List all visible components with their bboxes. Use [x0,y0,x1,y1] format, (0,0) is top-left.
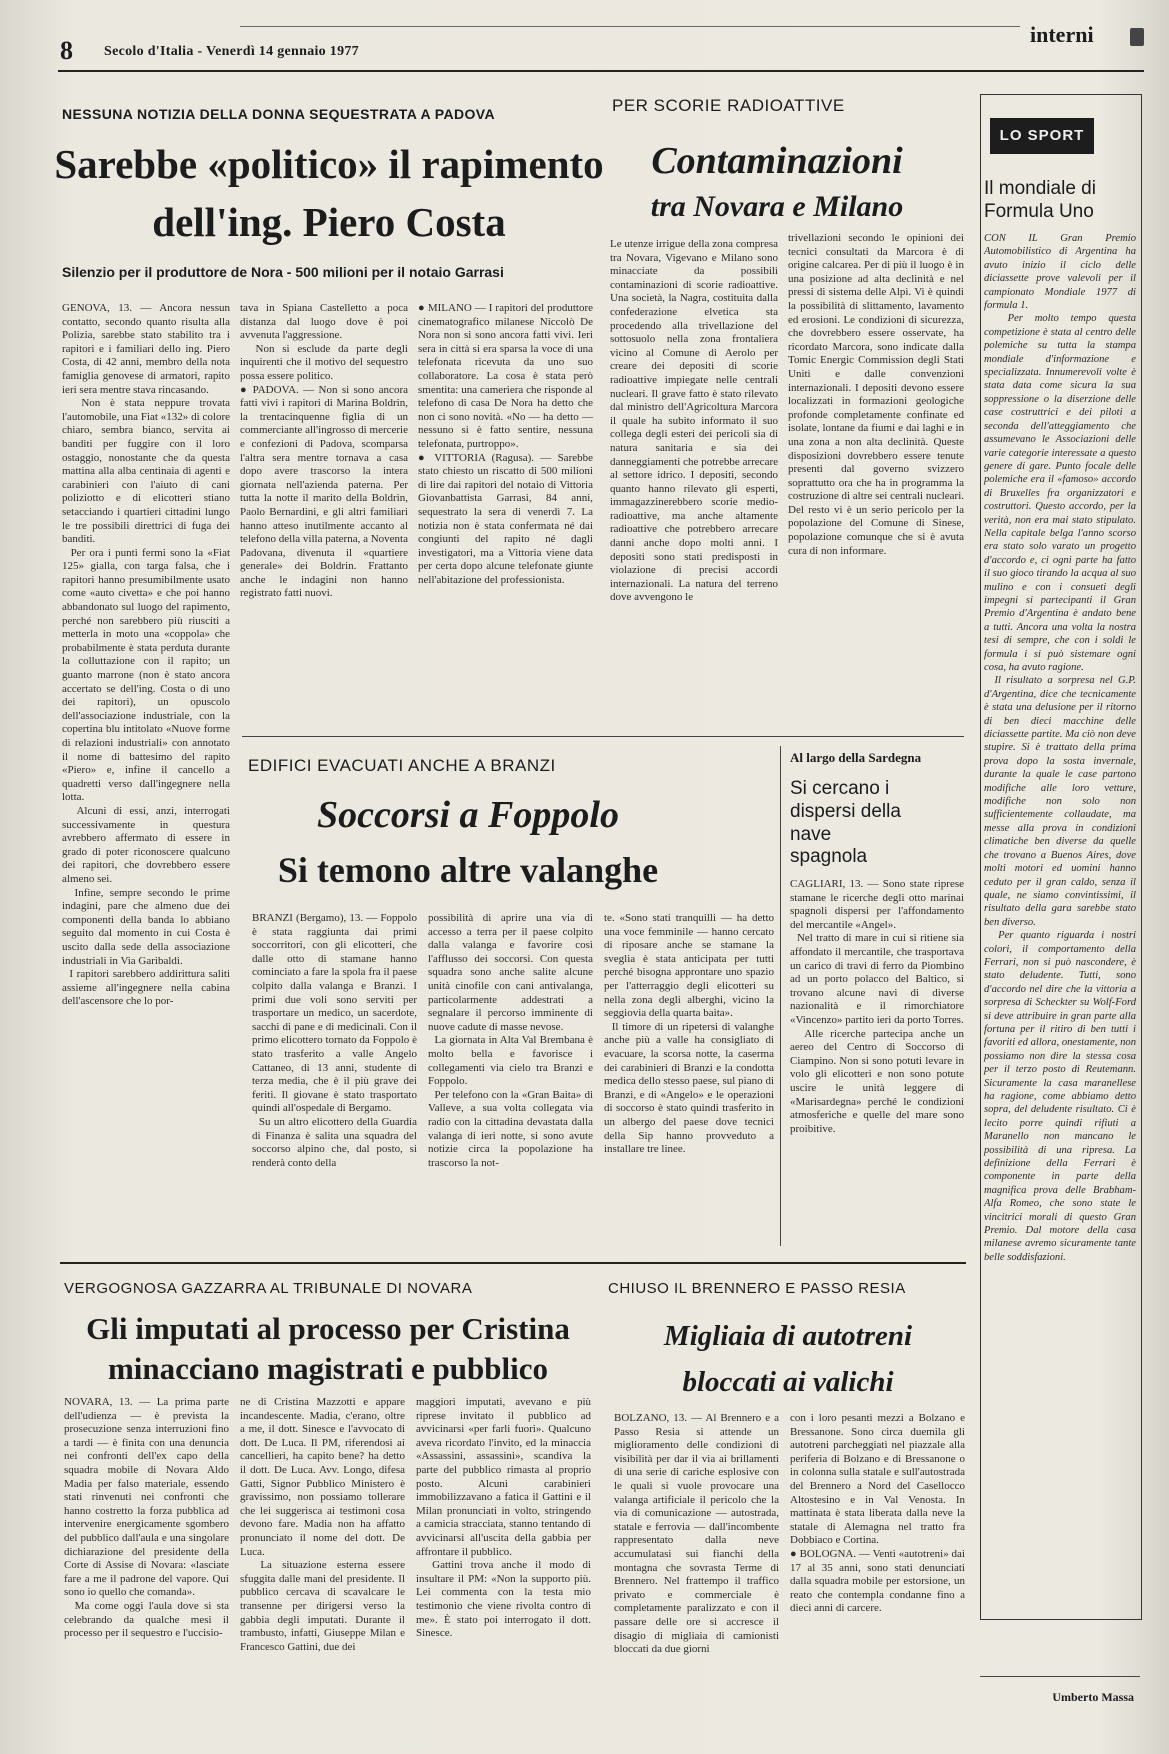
brennero-col-1: BOLZANO, 13. — Al Brennero e a Passo Resia si attende un miglioramento delle condizioni di visibilità per dar il via ai brillamenti di una serie di cariche esplosive con le quali si vuole provocare una valanga artificiale il pericolo che la via di comunicazione — autostrada, statale e ferrovia — dall'incombente rappresentato dalla neve accumulatasi sui fianchi della montagna che sovrasta Terme di Brennero. Nel frattempo il traffico privato e commerciale è completamente paralizzato e con il passare delle ore si accresce il disagio di migliaia di camionisti bloccati da due giorni [614,1412,782,1656]
cristina-headline-1: Gli imputati al processo per Cristina [86,1311,570,1346]
costa-subhead: Silenzio per il produttore de Nora - 500 milioni per il notaio Garrasi [62,264,504,280]
brennero-headline-1: Migliaia di autotreni [663,1320,913,1352]
cristina-col-1: NOVARA, 13. — La prima parte dell'udienza — è prevista la prosecuzione senza interruzioni fino a tardi — è finita con una denuncia nei confronti dell'ex capo della squadra mobile di Novara Aldo Madia per falso materiale, essendo stati rinvenuti nei confronti che hanno costretto la forza pubblica ad intervenire energicamente sgombero del pubblico dall'aula e una singolare dichiarazione del presidente della Corte di Assise di Novara: «lasciate fare a me il padrone del vapore. Qui sono io quello che comanda». Ma come oggi l'aula dove si sta celebrando da qualche mesi il processo per il sequestro e l'uccisio- [64,1396,230,1640]
cristina-col-3: maggiori imputati, avevano e più riprese invitato il pubblico ad avvicinarsi «per farli fuori». Qualcuno aveva ricordato l'invito, ed la minaccia «Assassini, assassini», scandiva la parte del pubblico rimasta al proprio posto. Alcuni carabinieri immobilizzavano a fatica il Gattini e il Milan pronunciati in volto, stringendo a camicia stracciata, stanno tentando di avvicinarsi all'uscita della gabbia per affrontare il pubblico. Gattini trova anche il modo di insultare il PM: «Non la supporto più. Lei commenta con la testa mio testimonio che viene rivolta contro di me». È stato poi interrogato il dott. Sinesce. [416,1396,591,1640]
scorie-col-1: Le utenze irrigue della zona compresa tra Novara, Vigevano e Milano sono minacciate da possibili contaminazioni di scorie radioattive. Una società, la Nagra, costituita dalla confederazione elvetica sta procedendo alla trivellazione del sottosuolo nella zona frontaliera vicino al Comune di Aerolo per creare dei depositi di scorie radioattive impiegate nelle centrali nucleari. Il grave fatto è stato rilevato dal ministro dell'Agricoltura Marcora il quale ha subito informato il suo collega degli esteri dei pericoli sia di natura sanitaria e sia dei danneggiamenti che potrebbe arrecare al settore idrico. I depositi, secondo quanto hanno rilevato gli esperti, immagazzinerebbero scorie medio-radioattive, ma anche altamente radioattive che potrebbero arrecare danni anche dopo molti anni. I depositi sono stati predisposti in violazione di precisi accordi internazionali. La natura del terreno dove avvengono le [610,238,781,604]
scorie-col-2: trivellazioni secondo le opinioni dei tecnici consultati da Marcora è di origine calcarea. Per di più il luogo è in una posizione ad alta declinità e nel pressi di sistema delle Alpi. Vi è quindi la possibilità di slittamento, lavamento ed erosioni. Le condizioni di sicurezza, che dovrebbero essere osservate, ha ricordato Marcora, sono indicate dalla Tomic Energic Commission degli Stati Uniti e dalle convenzioni internazionali. I depositi devono essere localizzati in formazioni geologiche profonde completamente confinate ed isolate, lontane da fiumi e dai laghi e in una zona a non alta declinità. Queste disposizioni dovrebbero essere tenute presenti dal governo svizzero soprattutto ora che ha in programma la costruzione di altre sei centrali nucleari. Del resto vi è un serio pericolo per la popolazione del Comune di Sinese, popolazione comunque che si è avuta cura di non informare. [788,232,967,557]
foppolo-kicker: EDIFICI EVACUATI ANCHE A BRANZI [248,756,556,775]
scorie-headline-2: tra Novara e Milano [650,190,904,223]
scorie-headline-1: Contaminazioni [651,140,903,182]
divider-bottom [60,1262,966,1264]
sport-byline-rule [980,1676,1140,1677]
divider-mid-top [242,736,964,737]
section-name: interni [1030,22,1094,47]
foppolo-col-2: possibilità di aprire una via di accesso a terra per il paese colpito dalla valanga e favorire così l'afflusso dei soccorsi. Con questa squadra sono anche salite alcune unità cinofile con cani antivalanga, particolarmente addestrati a segnalare il percorso imminente di nuove cadute di masse nevose. La giornata in Alta Val Brembana è molto bella e favorisce i collegamenti via cielo tra Branzi e Foppolo. Per telefono con la «Gran Baita» di Valleve, a sua volta collegata via radio con la cittadina devastata dalla valanga di ieri notte, si sono avute notizie circa la popolazione ha trascorso la not- [428,912,593,1169]
sardegna-col-1: CAGLIARI, 13. — Sono state riprese stamane le ricerche degli otto marinai spagnoli dispersi per l'affondamento del mercantile «Angel». Nel tratto di mare in cui si ritiene sia affondato il mercantile, che trasportava un carico di travi di ferro da Piombino ad un porto polacco del Baltico, si trovano alcune navi di diverse nazionalità e il rimorchiatore «Vincenzo» partito ieri da porto Torres. Alle ricerche partecipa anche un aereo del Centro di Soccorso di Ciampino. Non si sono potuti levare in volo gli elicotteri e non sono potute uscire le unità leggere di «Marisardegna» perché le condizioni atmosferiche e quelle del mare sono proibitive. [790,878,964,1135]
scorie-kicker: PER SCORIE RADIOATTIVE [612,96,845,115]
sport-body: CON IL Gran Premio Automobilistico di Argentina ha avuto inizio il ciclo delle diciassette prove valevoli per il campionato Mondiale 1977 di formula 1. Per molto tempo questa competizione è stata al centro delle polemiche su tutta la stampa mondiale d'informazione e specializzata. Innumerevoli volte è stata data come sicura la sua soppressione o la diserzione delle case costruttrici e dei piloti a seconda dell'atteggiamento che assumevano le Associazioni delle varie categorie interessate a questo genere di gare. Punto focale delle polemiche era il «famoso» accordo di Bruxelles fra organizzatori e costruttori. Questo accordo, per la verità, non era mai stato stipulato. Nella capitale belga l'anno scorso era stato solo varato un progetto d'accordo e, ci ogni parte ha fatto il suo gioco tirando la acqua al suo mulino e con i consueti degli impegni si partecipanti il Gran Premio d'Argentina è andato bene a tutti. Ancora una volta la nostra tesi di sempre, che con i soldi le formula i si può sistemare ogni cosa, ha avuto ragione. Il risultato a sorpresa nel G.P. d'Argentina, dice che tecnicamente è stata una delusione per il ritorno di ben dieci macchine delle diciassette partite. Ma ciò non deve stupire. Si è trattato della prima prova dopo la sosta invernale, durante la quale le case partono modifiche alle loro vetture, modifiche non solo non sufficientemente collaudate, ma messe alla prova in condizioni climatiche ben diverse da quelle che trovano a Buenos Aires, dove molti motori ed uomini hanno ceduto per il gran caldo, senza il quale, ne siamo convintissimi, il risultato della gara sarebbe stato ben diverso. Per quanto riguarda i nostri colori, il comportamento della Ferrari, non si può nascondere, è stato deludente. Tutti, sono d'accordo nel dire che la vittoria a sorpresa di Scheckter su Wolf-Ford si deve attribuire in gran parte alla fortuna per il ritiro di ben tutti i favoriti ed allora, onestamente, non possiamo non dire la stessa cosa per il terzo posto di Reutemann. Sicuramente la casa maranellese ha ragione, come abbiamo detto sopra, del deludente risultato. Ci è lecito porre quindi rifiuti a Maranello non mancano le possibilità di una ripresa. La definizione della Ferrari è componente in parte della magnifica prova delle Brabham-Alfa Romeo, che sono state le vincitrici morali di questo Gran Premio. Dal motore della casa milanese avremo sicuramente tante belle soddisfazioni. [984,233,1136,1263]
masthead-date: Secolo d'Italia - Venerdì 14 gennaio 1977 [104,44,359,59]
brennero-kicker: CHIUSO IL BRENNERO E PASSO RESIA [608,1280,906,1297]
costa-col-1: GENOVA, 13. — Ancora nessun contatto, secondo quanto risulta alla Polizia, sarebbe stato stabilito tra i rapitori e i familiari dello ing. Piero Costa, di 42 anni, membro della nota famiglia genovese di armatori, rapito ieri sera mentre stava rincasando. Non è stata neppure trovata l'automobile, una Fiat «132» di colore chiaro, sembra bianco, servita ai banditi per fuggire con il loro ostaggio, nonostante che da questa mattina alla alba centinaia di agenti e carabinieri con l'aiuto di cani poliziotto e di elicotteri stiano setacciando i quartieri cittadini lungo le tre possibili direttrici di fuga dei banditi. Per ora i punti fermi sono la «Fiat 125» gialla, con targa falsa, che i rapitori hanno presumibilmente usato come «auto civetta» e che poi hanno abbandonato sul luogo del rapimento, perché non sarebbero più riusciti a metterla in moto una «coppola» che probabilmente è stata perduta durante la colluttazione con il rapito; un guanto marrone (non è stato ancora accertato se dell'ing. Costa o di uno dei rapitori), un opuscolo dell'associazione industriale, con la copertina blu intitolato «Nuove forme di relazioni industriali» con annotato il nome di battesimo del rapito «Piero» e, infine il cancello a quadretti verso dall'ingegnere nella lotta. Alcuni di essi, anzi, interrogati successivamente in questura avrebbero affermato di essere in grado di poter riconoscere qualcuno dei rapitori, che dovrebbero essere almeno sei. Infine, sempre secondo le prime indagini, pare che almeno due dei componenti della banda lo abbiano seguito dal momento in cui Costa è uscito dalla sede della associazione industriali in Via Garibaldi. I rapitori sarebbero addirittura saliti assieme all'ingegnere nella cabina dell'ascensore che lo por- [62,302,231,1008]
sardegna-kicker: Al largo della Sardegna [790,750,922,765]
costa-headline-1: Sarebbe «politico» il rapimento [54,141,604,187]
cristina-col-2: ne di Cristina Mazzotti e appare incandescente. Madia, c'erano, oltre a me, il dott. Sinesce e l'avvocato di dott. De Luca. Il PM, riferendosi ai cancellieri, ha capito bene? ha detto il dott. De Luca. Avv. Longo, difesa Gatti, Signor Pubblico Ministero è gravissimo, non possiamo tollerare che lei suggerisca ai testimoni cosa devono fare. Madia non ha affatto pronunciato il nome del dott. De Luca. La situazione esterna essere sfuggita dalle mani del presidente. Il pubblico cercava di scavalcare le transenne per dirigersi verso la gabbia degli imputati. Durante il trambusto, infatti, Giuseppe Milan e Francesco Gattini, due dei [240,1396,405,1653]
section-emblem-icon [1130,28,1144,46]
divider-sardegna [780,746,781,1246]
cristina-headline-2: minacciano magistrati e pubblico [107,1351,549,1386]
foppolo-col-1: BRANZI (Bergamo), 13. — Foppolo è stata raggiunta dai primi soccorritori, con gli elicotteri, che dalle otto di stamane hanno cominciato a fare la spola fra il paese colpito dalla valanga e Branzi. I primi due voli sono serviti per trasportare un medico, un sacerdote, sacchi di pane e di medicinali. Con il primo elicottero tornato da Foppolo è stato trasferito a valle Angelo Cattaneo, di 13 anni, studente di terza media, che è il più grave dei feriti. Il giovane è stato trasportato quindi all'ospedale di Bergamo. Su un altro elicottero della Guardia di Finanza è salita una squadra del soccorso alpino che, dal posto, si renderà conto della [252,912,417,1169]
foppolo-headline-2: Si temono altre valanghe [277,850,659,890]
brennero-col-2: con i loro pesanti mezzi a Bolzano e Bressanone. Sono circa duemila gli autotreni parcheggiati nel piazzale alla periferia di Bolzano e di Bressanone o in colonna sulla statale e sull'autostrada del Brennero a Nord del Casellocco Altostesino e in Val Venosta. In mattinata è stata liberata dalla neve la statale di Alemagna nel tratto fra Dobbiaco e Cortina. ● BOLOGNA. — Venti «autotreni» dai 17 al 35 anni, sono stati denunciati dalla squadra mobile per estorsione, un reato che contempla condanne fino a dieci anni di carcere. [790,1412,965,1615]
sport-byline: Umberto Massa [1052,1690,1134,1704]
sport-headline: Il mondiale di Formula Uno [984,178,1096,222]
costa-col-2: tava in Spiana Castelletto a poca distanza dal luogo dove è poi avvenuta l'aggressione. Non si esclude da parte degli inquirenti che il motivo del sequestro possa essere politico. ● PADOVA. — Non si sono ancora fatti vivi i rapitori di Marina Boldrin, la trentacinquenne figlia di un commerciante all'ingrosso di mercerie e confezioni di Padova, scomparsa l'altra sera mentre tornava a casa dopo avere trascorso la intera giornata nell'azienda paterna. Per tutta la notte il marito della Boldrin, Paolo Bernardini, e gli altri familiari hanno atteso inutilmente accanto al telefono della villa paterna, a Noventa Padovana, divenuta il «quartiere generale» dei Boldrin. Frattanto anche le indagini non hanno registrato fatti nuovi. [240,302,408,600]
sport-tag: LO SPORT [990,118,1094,154]
masthead-rule-top [240,26,1020,27]
brennero-headline-2: bloccati ai valichi [682,1366,894,1398]
costa-col-3: ● MILANO — I rapitori del produttore cinematografico milanese Niccolò De Nora non si sono ancora fatti vivi. Ieri sera in città si era sparsa la voce di una telefonata ricevuta da uno suo collaboratore. La cosa è stata però smentita: una cameriera che risponde al telefono di casa De Nora ha detto che non ci sono novità. «No — ha detto — nessuno si è fatto sentire, nessuna telefonata, purtroppo». ● VITTORIA (Ragusa). — Sarebbe stato chiesto un riscatto di 500 milioni di lire dai rapitori del notaio di Vittoria Giovanbattista Garrasi, 84 anni, sequestrato la sera di venerdì 7. La notizia non è stata confermata né dai congiunti del rapito né dagli investigatori, ma a Vittoria viene data per certa dopo alcune telefonate giunte nell'abitazione del professionista. [418,302,593,586]
page-number: 8 [60,36,73,65]
foppolo-headline-1: Soccorsi a Foppolo [317,794,619,836]
sardegna-headline: Si cercano i dispersi della nave spagnola [790,778,901,868]
foppolo-col-3: te. «Sono stati tranquilli — ha detto una voce femminile — hanno cercato di riposare anche se stamane la sveglia è stata anticipata per tutti perché bisogna approntare uno spazio per l'atterraggio degli elicotteri su nella zona degli alberghi, vicino la seggiovia della quarta baita». Il timore di un ripetersi di valanghe anche più a valle ha consigliato di evacuare, la scorsa notte, la caserma dei carabinieri di Branzi e la condotta medica dello stesso paese, sul piano di Branzi, e di «Angelo» e le operazioni di soccorso è stato quindi trasferito in un albergo del paese dove tecnici della Sip hanno provveduto a installare tre linee. [604,912,775,1156]
cristina-kicker: VERGOGNOSA GAZZARRA AL TRIBUNALE DI NOVARA [64,1280,473,1297]
masthead-rule [58,70,1144,72]
costa-headline-2: dell'ing. Piero Costa [152,199,506,245]
costa-kicker: NESSUNA NOTIZIA DELLA DONNA SEQUESTRATA A PADOVA [62,106,495,122]
